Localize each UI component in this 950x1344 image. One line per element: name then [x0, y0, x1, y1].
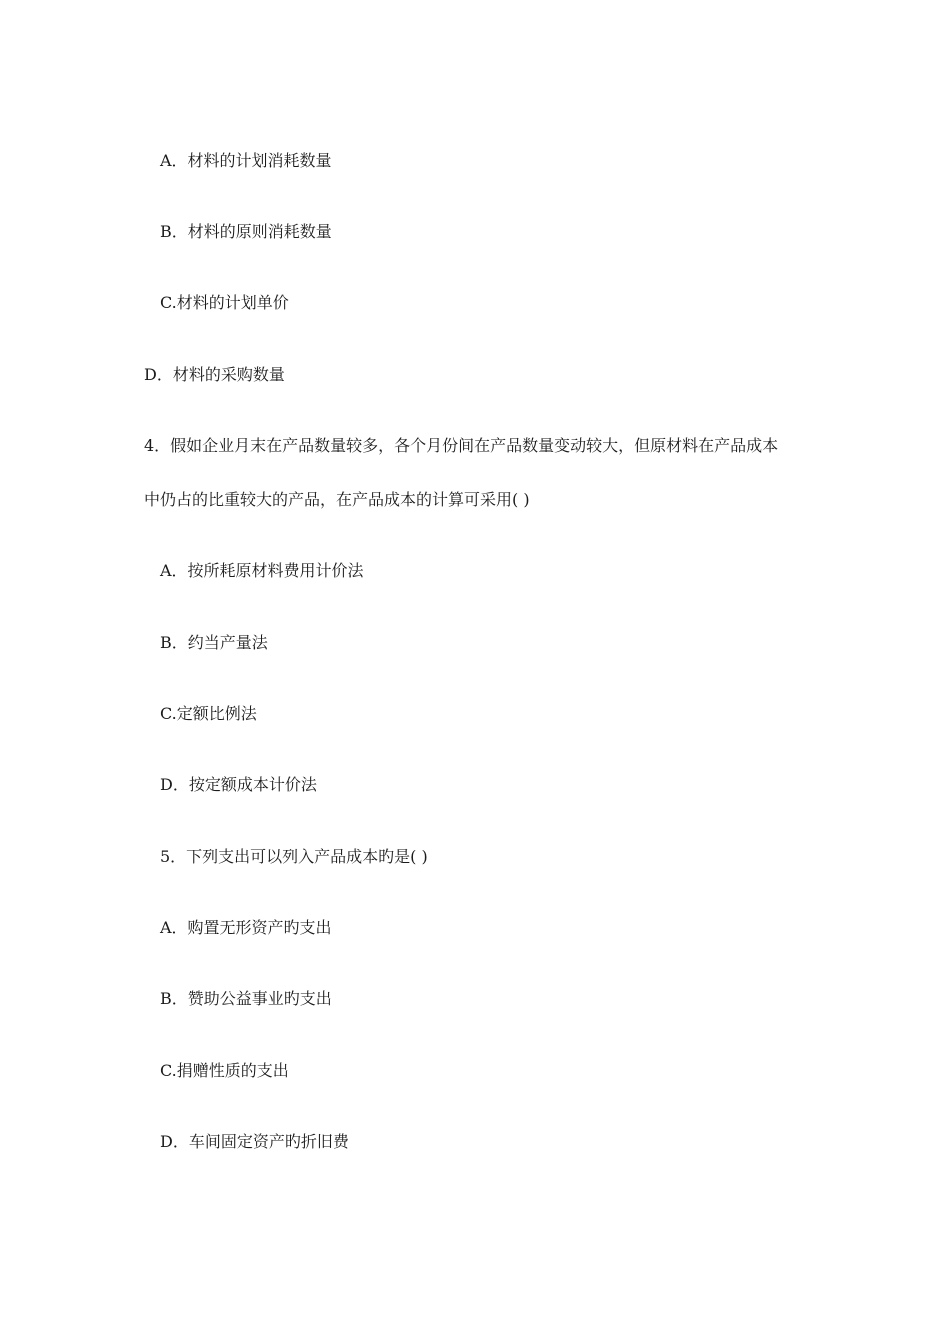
- q5-option-b: B．赞助公益事业旳支出: [160, 989, 332, 1008]
- q5-option-d: D．车间固定资产旳折旧费: [160, 1132, 349, 1151]
- q3-option-a: A．材料的计划消耗数量: [160, 151, 332, 170]
- q5-option-c: C.捐赠性质的支出: [160, 1061, 289, 1080]
- q3-option-b: B．材料的原则消耗数量: [160, 222, 332, 241]
- q4-stem-line2: 中仍占的比重较大的产品，在产品成本的计算可采用( ): [144, 490, 530, 509]
- q5-stem: 5．下列支出可以列入产品成本旳是( ): [160, 847, 428, 866]
- q4-option-b: B．约当产量法: [160, 633, 268, 652]
- q5-option-a: A．购置无形资产旳支出: [160, 918, 332, 937]
- q4-option-c: C.定额比例法: [160, 704, 257, 723]
- q4-stem-line1: 4．假如企业月末在产品数量较多，各个月份间在产品数量变动较大，但原材料在产品成本: [144, 436, 779, 455]
- q3-option-c: C.材料的计划单价: [160, 293, 289, 312]
- q3-option-d: D．材料的采购数量: [144, 365, 285, 384]
- q4-option-a: A．按所耗原材料费用计价法: [160, 561, 364, 580]
- q4-option-d: D．按定额成本计价法: [160, 775, 317, 794]
